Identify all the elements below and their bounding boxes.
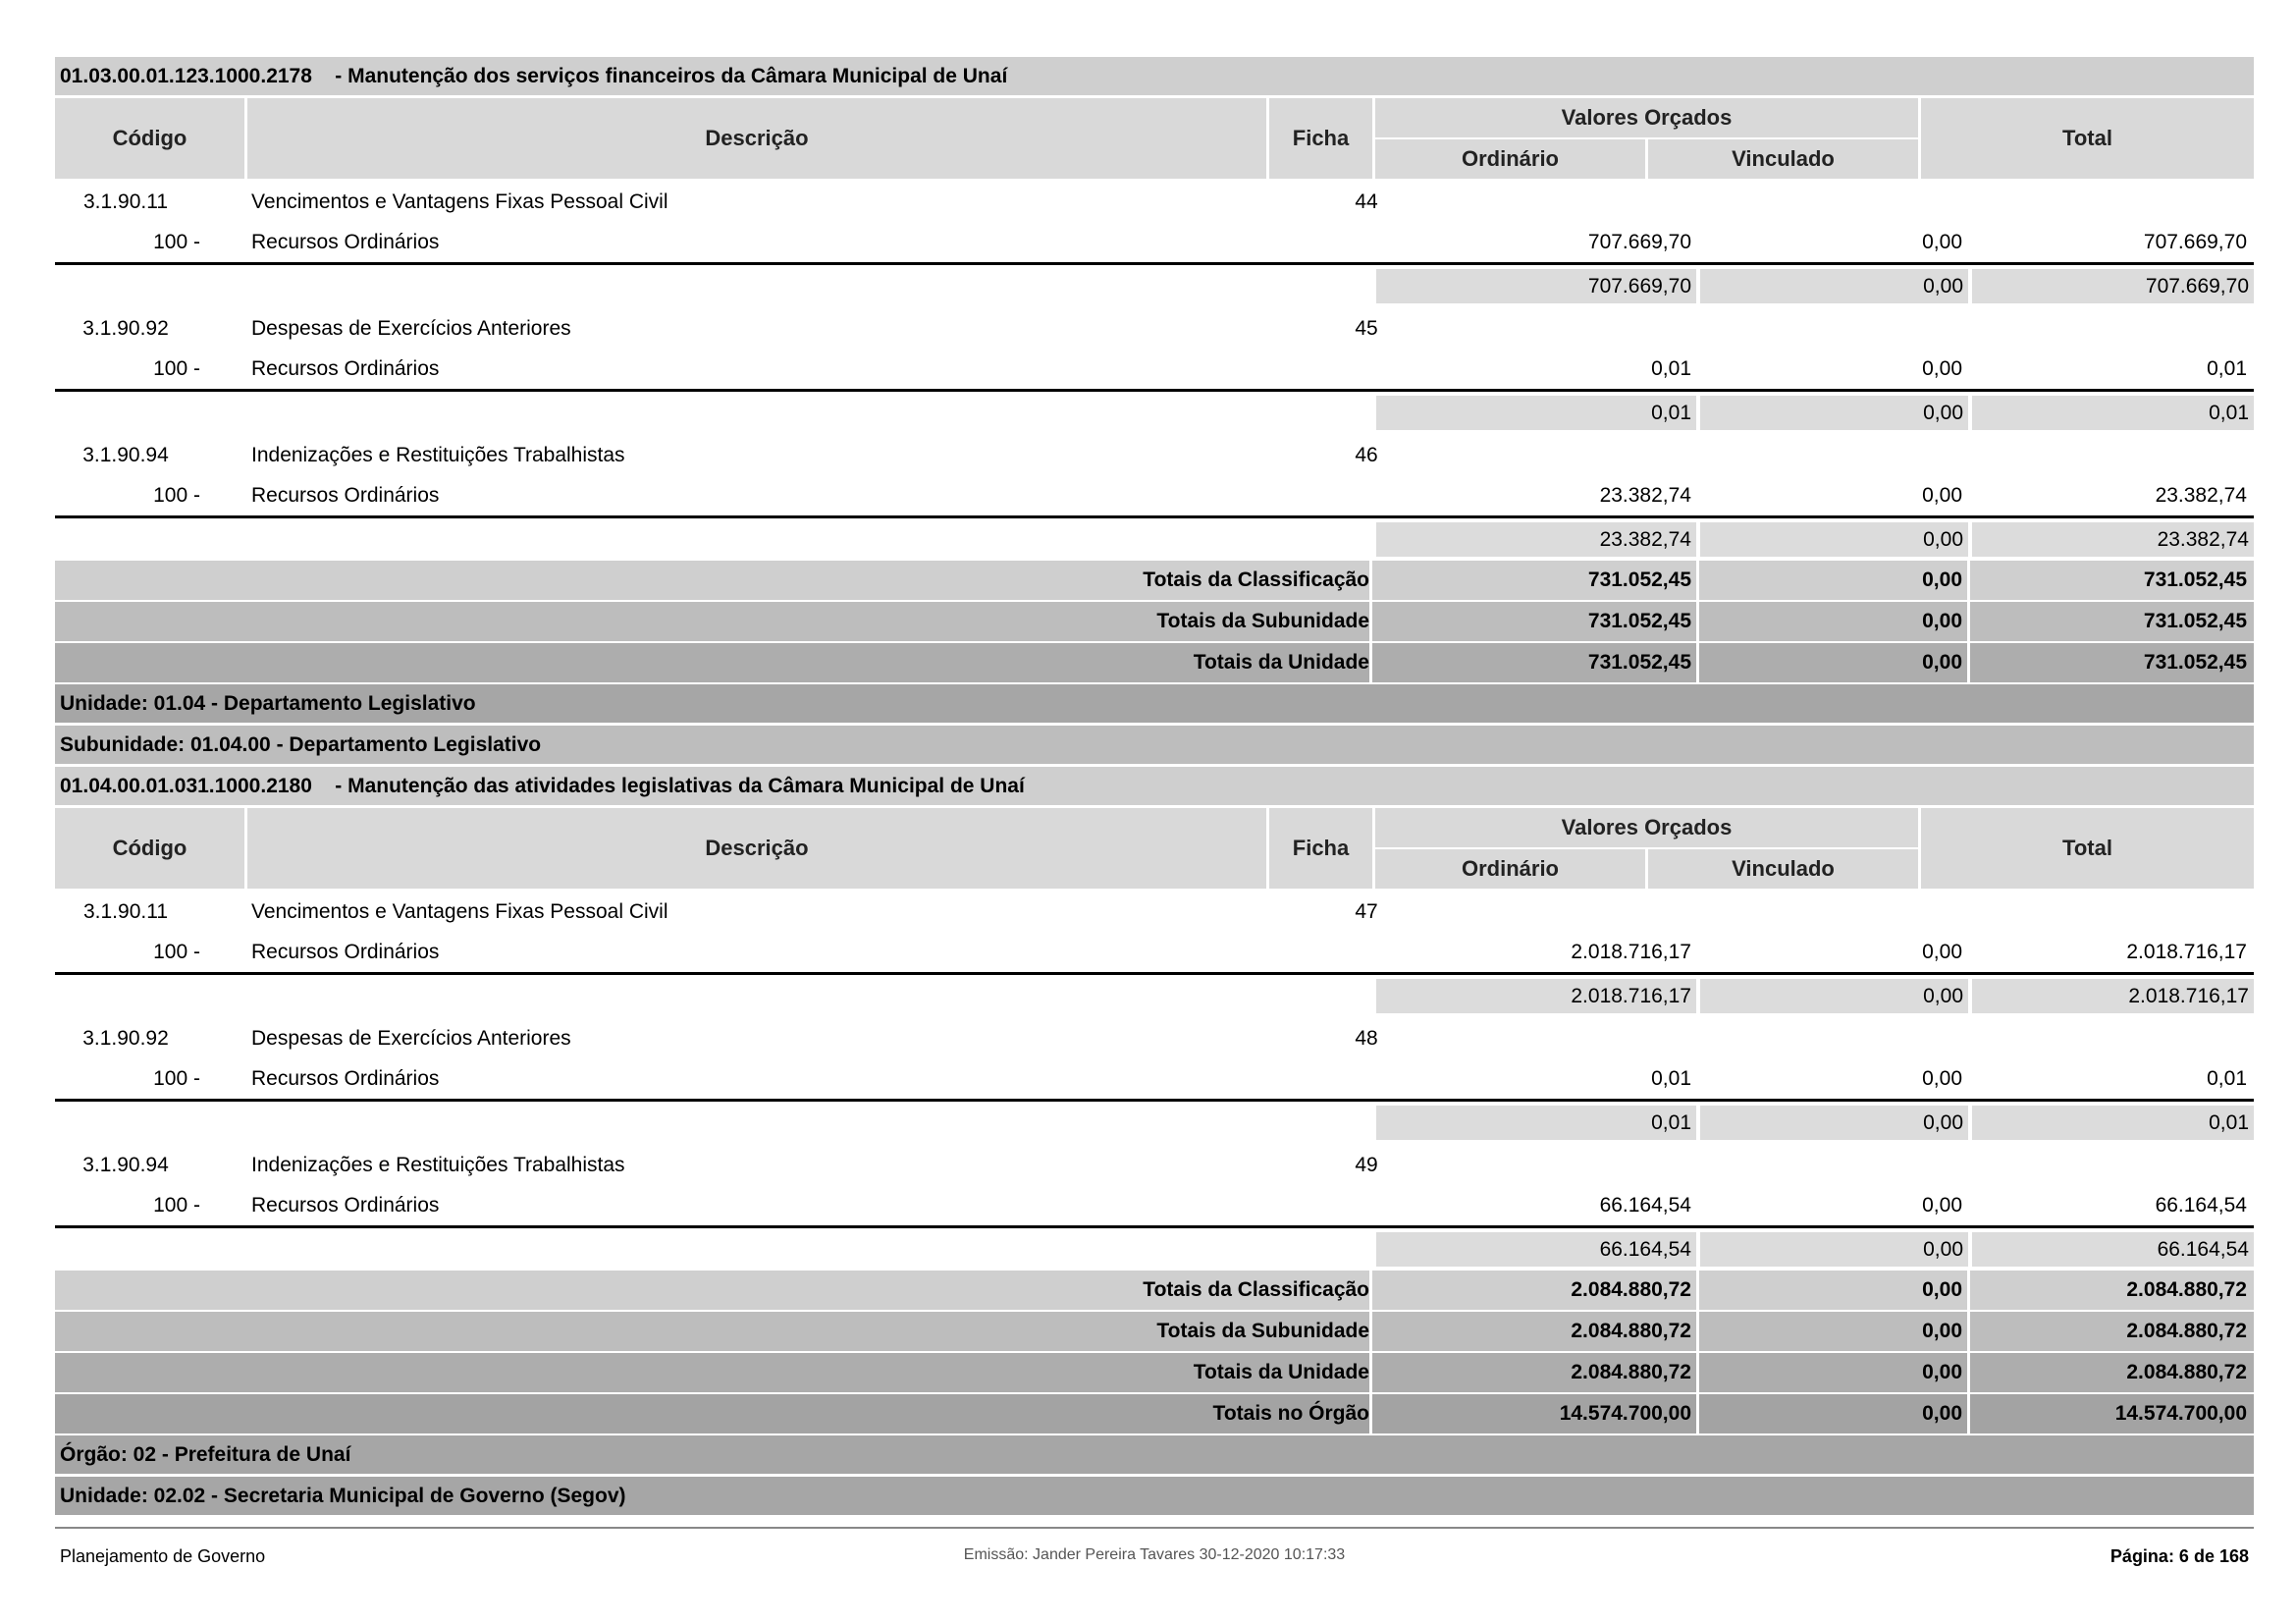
fund-code: 100 - <box>153 357 200 380</box>
value-ordinario: 23.382,74 <box>1599 484 1691 507</box>
col-descricao: Descrição <box>247 98 1266 179</box>
subtotal-ordinario: 0,01 <box>1651 1110 1691 1134</box>
total-unidade-row <box>55 1353 2254 1392</box>
total-vinculado: 0,00 <box>1922 1320 1962 1342</box>
value-total: 0,01 <box>2207 357 2247 380</box>
value-vinculado: 0,00 <box>1922 231 1962 253</box>
total-label: Totais da Unidade <box>1193 651 1369 674</box>
subtotal-vinculado: 0,00 <box>1923 527 1963 551</box>
action-title: 01.03.00.01.123.1000.2178 - Manutenção dos serviços financeiros da Câmara Municipal de Unaí <box>55 57 2254 95</box>
total-vinculado: 0,00 <box>1922 610 1962 632</box>
value-ordinario: 0,01 <box>1651 1067 1691 1090</box>
value-total: 66.164,54 <box>2155 1194 2247 1217</box>
row-code: 3.1.90.11 <box>82 899 169 923</box>
page-footer <box>55 1527 2254 1578</box>
row-code: 3.1.90.11 <box>82 189 169 213</box>
col-total: Total <box>1921 808 2254 889</box>
col-valores-orcados: Valores Orçados <box>1375 808 1918 847</box>
total-total: 2.084.880,72 <box>2126 1278 2247 1301</box>
value-ordinario: 2.018.716,17 <box>1571 941 1691 963</box>
fund-code: 100 - <box>153 1067 200 1090</box>
total-vinculado: 0,00 <box>1922 1361 1962 1383</box>
subtotal-total: 0,01 <box>2209 1110 2249 1134</box>
total-ordinario: 731.052,45 <box>1587 651 1691 674</box>
total-label: Totais da Unidade <box>1193 1361 1369 1383</box>
value-ordinario: 0,01 <box>1651 357 1691 380</box>
total-total: 2.084.880,72 <box>2126 1361 2247 1383</box>
value-ordinario: 707.669,70 <box>1587 231 1691 253</box>
total-classificacao-row <box>55 1271 2254 1310</box>
total-classificacao-row <box>55 561 2254 600</box>
fund-code: 100 - <box>153 231 200 253</box>
col-descricao: Descrição <box>247 808 1266 889</box>
col-ordinario: Ordinário <box>1375 139 1645 179</box>
row-code: 3.1.90.92 <box>82 316 169 340</box>
fund-desc: Recursos Ordinários <box>251 1194 440 1217</box>
subtotal-row <box>55 392 2254 432</box>
row-code: 3.1.90.94 <box>82 1153 169 1176</box>
row-code: 3.1.90.92 <box>82 1026 169 1050</box>
total-total: 731.052,45 <box>2143 651 2247 674</box>
fund-row <box>55 1059 2254 1102</box>
value-vinculado: 0,00 <box>1922 357 1962 380</box>
total-subunidade-row <box>55 1312 2254 1351</box>
col-ficha: Ficha <box>1269 98 1372 179</box>
col-vinculado: Vinculado <box>1648 849 1918 889</box>
unidade-bar: Unidade: 02.02 - Secretaria Municipal de Governo (Segov) <box>55 1477 2254 1515</box>
table-row <box>55 891 2254 933</box>
row-ficha: 47 <box>1355 899 1378 923</box>
fund-desc: Recursos Ordinários <box>251 1067 440 1090</box>
total-label: Totais da Subunidade <box>1156 1320 1369 1342</box>
value-vinculado: 0,00 <box>1922 941 1962 963</box>
col-total: Total <box>1921 98 2254 179</box>
col-ordinario: Ordinário <box>1375 849 1645 889</box>
total-total: 731.052,45 <box>2143 610 2247 632</box>
value-total: 23.382,74 <box>2155 484 2247 507</box>
subtotal-row <box>55 1228 2254 1269</box>
fund-code: 100 - <box>153 1194 200 1217</box>
subtotal-row <box>55 265 2254 305</box>
fund-row <box>55 350 2254 392</box>
subtotal-vinculado: 0,00 <box>1923 1237 1963 1261</box>
total-vinculado: 0,00 <box>1922 1402 1962 1425</box>
row-ficha: 48 <box>1355 1026 1378 1050</box>
col-valores-orcados: Valores Orçados <box>1375 98 1918 137</box>
col-codigo: Código <box>55 98 244 179</box>
col-ficha: Ficha <box>1269 808 1372 889</box>
total-ordinario: 2.084.880,72 <box>1571 1278 1691 1301</box>
value-vinculado: 0,00 <box>1922 1067 1962 1090</box>
fund-desc: Recursos Ordinários <box>251 231 440 253</box>
total-ordinario: 2.084.880,72 <box>1571 1320 1691 1342</box>
table-row <box>55 1144 2254 1186</box>
subtotal-total: 23.382,74 <box>2157 527 2249 551</box>
table-row <box>55 181 2254 223</box>
fund-row <box>55 1186 2254 1228</box>
value-vinculado: 0,00 <box>1922 484 1962 507</box>
value-ordinario: 66.164,54 <box>1599 1194 1691 1217</box>
value-vinculado: 0,00 <box>1922 1194 1962 1217</box>
row-desc: Indenizações e Restituições Trabalhistas <box>251 443 625 466</box>
row-desc: Indenizações e Restituições Trabalhistas <box>251 1153 625 1176</box>
total-label: Totais no Órgão <box>1212 1402 1369 1425</box>
row-desc: Despesas de Exercícios Anteriores <box>251 316 571 340</box>
col-codigo: Código <box>55 808 244 889</box>
action-title: 01.04.00.01.031.1000.2180 - Manutenção das atividades legislativas da Câmara Municipal de Unaí <box>55 767 2254 805</box>
fund-desc: Recursos Ordinários <box>251 484 440 507</box>
value-total: 2.018.716,17 <box>2126 941 2247 963</box>
row-ficha: 49 <box>1355 1153 1378 1176</box>
total-ordinario: 731.052,45 <box>1587 610 1691 632</box>
subtotal-ordinario: 2.018.716,17 <box>1571 984 1691 1007</box>
report-page <box>55 57 2254 1518</box>
row-desc: Despesas de Exercícios Anteriores <box>251 1026 571 1050</box>
footer-emission: Emissão: Jander Pereira Tavares 30-12-2020 10:17:33 <box>963 1546 1346 1563</box>
subtotal-ordinario: 707.669,70 <box>1587 274 1691 298</box>
total-ordinario: 731.052,45 <box>1587 568 1691 591</box>
subtotal-total: 66.164,54 <box>2157 1237 2249 1261</box>
footer-title: Planejamento de Governo <box>60 1546 266 1566</box>
total-unidade-row <box>55 643 2254 682</box>
row-desc: Vencimentos e Vantagens Fixas Pessoal Civil <box>251 189 668 213</box>
row-ficha: 45 <box>1355 316 1378 340</box>
value-total: 707.669,70 <box>2143 231 2247 253</box>
table-header <box>55 98 2254 179</box>
total-ordinario: 14.574.700,00 <box>1559 1402 1691 1425</box>
total-total: 2.084.880,72 <box>2126 1320 2247 1342</box>
value-total: 0,01 <box>2207 1067 2247 1090</box>
total-label: Totais da Classificação <box>1143 568 1369 591</box>
row-ficha: 46 <box>1355 443 1378 466</box>
row-ficha: 44 <box>1355 189 1378 213</box>
table-row <box>55 1017 2254 1059</box>
fund-desc: Recursos Ordinários <box>251 941 440 963</box>
row-code: 3.1.90.94 <box>82 443 169 466</box>
subtotal-ordinario: 66.164,54 <box>1599 1237 1691 1261</box>
fund-code: 100 - <box>153 484 200 507</box>
orgao-bar: Órgão: 02 - Prefeitura de Unaí <box>55 1435 2254 1474</box>
subtotal-row <box>55 518 2254 559</box>
subtotal-vinculado: 0,00 <box>1923 274 1963 298</box>
col-vinculado: Vinculado <box>1648 139 1918 179</box>
footer-page-number: Página: 6 de 168 <box>2109 1546 2249 1566</box>
subtotal-vinculado: 0,00 <box>1923 401 1963 424</box>
table-header <box>55 808 2254 889</box>
subtotal-row <box>55 1102 2254 1142</box>
subtotal-total: 0,01 <box>2209 401 2249 424</box>
fund-row <box>55 223 2254 265</box>
total-orgao-row <box>55 1394 2254 1434</box>
total-label: Totais da Classificação <box>1143 1278 1369 1301</box>
subtotal-total: 707.669,70 <box>2145 274 2249 298</box>
fund-row <box>55 476 2254 518</box>
subtotal-ordinario: 0,01 <box>1651 401 1691 424</box>
subunidade-bar: Subunidade: 01.04.00 - Departamento Legislativo <box>55 726 2254 764</box>
total-vinculado: 0,00 <box>1922 651 1962 674</box>
subtotal-row <box>55 975 2254 1015</box>
subtotal-ordinario: 23.382,74 <box>1599 527 1691 551</box>
total-total: 14.574.700,00 <box>2114 1402 2247 1425</box>
total-total: 731.052,45 <box>2143 568 2247 591</box>
subtotal-vinculado: 0,00 <box>1923 1110 1963 1134</box>
row-desc: Vencimentos e Vantagens Fixas Pessoal Civil <box>251 899 668 923</box>
total-subunidade-row <box>55 602 2254 641</box>
total-label: Totais da Subunidade <box>1156 610 1369 632</box>
fund-row <box>55 933 2254 975</box>
table-row <box>55 307 2254 350</box>
total-vinculado: 0,00 <box>1922 1278 1962 1301</box>
unidade-bar: Unidade: 01.04 - Departamento Legislativo <box>55 684 2254 723</box>
table-row <box>55 434 2254 476</box>
subtotal-vinculado: 0,00 <box>1923 984 1963 1007</box>
fund-desc: Recursos Ordinários <box>251 357 440 380</box>
total-vinculado: 0,00 <box>1922 568 1962 591</box>
total-ordinario: 2.084.880,72 <box>1571 1361 1691 1383</box>
fund-code: 100 - <box>153 941 200 963</box>
subtotal-total: 2.018.716,17 <box>2128 984 2249 1007</box>
